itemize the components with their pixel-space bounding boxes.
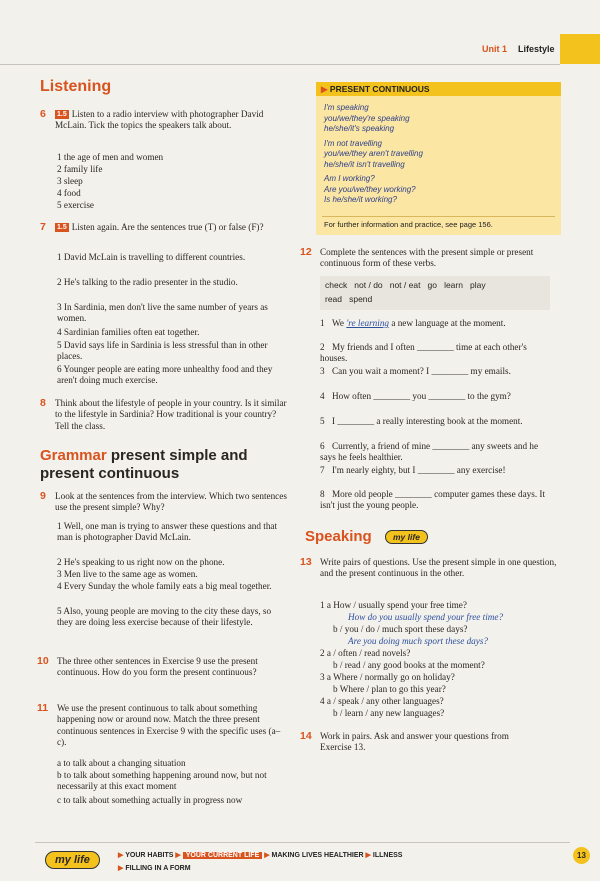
- unit-number: Unit 1: [482, 44, 508, 54]
- ex9-item: 4 Every Sunday the whole family eats a big meal together.: [57, 581, 272, 591]
- grammar-box: [316, 82, 561, 235]
- arrow-icon: ▶: [264, 852, 270, 859]
- footer-nav-item[interactable]: YOUR HABITS: [125, 852, 174, 859]
- ex13-item: 4 a / speak / any other languages?: [320, 696, 444, 706]
- ex6-item: 5 exercise: [57, 200, 94, 210]
- ex6-number: 6: [40, 108, 46, 120]
- ex6-item: 3 sleep: [57, 176, 83, 186]
- ex14-number: 14: [300, 730, 312, 742]
- arrow-icon: ▶: [321, 84, 328, 94]
- arrow-icon: ▶: [365, 852, 371, 859]
- footer-rule: [35, 842, 570, 843]
- ex11-item: b to talk about something happening around now, but not necessarily at this exact moment: [57, 770, 267, 792]
- ex12-number: 12: [300, 246, 312, 258]
- ex9-instruction: Look at the sentences from the interview. Which two sentences use the present simple? Why?: [55, 491, 287, 513]
- ex12-item: 4 How often ________ you ________ to the gym?: [320, 391, 511, 401]
- footer-nav: [118, 851, 402, 859]
- verb-list: check not / do not / eat go learn play: [325, 280, 486, 290]
- ex12-item: 5 I ________ a really interesting book at the moment.: [320, 416, 523, 426]
- page-number: 13: [573, 847, 590, 864]
- ex9-item: 3 Men live to the same age as women.: [57, 569, 198, 579]
- ex8-number: 8: [40, 397, 46, 409]
- ex9-item: 1 Well, one man is trying to answer these questions and that man is photographer David McLain.: [57, 521, 278, 543]
- footer-nav-item[interactable]: FILLING IN A FORM: [125, 865, 191, 872]
- ex13-item: b Where / plan to go this year?: [333, 684, 446, 694]
- ex13-item: b / learn / any new languages?: [333, 708, 445, 718]
- ex13-item: 3 a Where / normally go on holiday?: [320, 672, 455, 682]
- ex7-item: 3 In Sardinia, men don't live the same number of years as women.: [57, 302, 268, 324]
- example-answer: 're learning: [346, 318, 390, 328]
- ex6-item: 4 food: [57, 188, 81, 198]
- grammar-box-reference: For further information and practice, see page 156.: [324, 220, 493, 229]
- ex7-item: 2 He's talking to the radio presenter in the studio.: [57, 277, 238, 287]
- listening-heading: Listening: [40, 78, 112, 95]
- ex13-item: 1 a How / usually spend your free time?: [320, 600, 467, 610]
- ex6-instruction: 1.5 Listen to a radio interview with photographer David McLain. Tick the topics the speakers talk about.: [55, 109, 264, 131]
- ex6-item: 2 family life: [57, 164, 103, 174]
- ex7-item: 1 David McLain is travelling to different countries.: [57, 252, 246, 262]
- ex12-item: 1 We 're learning a new language at the moment.: [320, 318, 506, 328]
- ex12-instruction: Complete the sentences with the present simple or present continuous form of these verbs.: [320, 247, 534, 269]
- ex8-instruction: Think about the lifestyle of people in your country. Is it similar to the lifestyle in Sardinia? How traditional is your country? Tell the class.: [55, 398, 287, 431]
- verb-list: read spend: [325, 294, 373, 304]
- arrow-icon: ▶: [118, 852, 124, 859]
- grammar-box-forms: I'm speaking you/we/they're speaking he/she/it's speaking I'm not travelling you/we/they aren't travelling he/she/it isn't travelling Am I working? Are you/we/they working? Is he/she/it working?: [324, 103, 423, 204]
- ex9-number: 9: [40, 490, 46, 502]
- grammar-box-title: ▶ PRESENT CONTINUOUS: [321, 84, 430, 94]
- footer-nav-second-line: [118, 864, 191, 872]
- ex14-instruction: Work in pairs. Ask and answer your questions from Exercise 13.: [320, 731, 509, 753]
- ex7-item: 4 Sardinian families often eat together.: [57, 327, 200, 337]
- unit-header: [0, 36, 600, 64]
- ex11-item: a to talk about a changing situation: [57, 758, 186, 768]
- ex13-item: b / read / any good books at the moment?: [333, 660, 485, 670]
- ex10-instruction: The three other sentences in Exercise 9 use the present continuous. How do you form the present continuous?: [57, 656, 258, 678]
- ex13-model-answer: Are you doing much sport these days?: [348, 636, 489, 646]
- grammar-heading: Grammar present simple and present continuous: [40, 447, 248, 482]
- ex7-number: 7: [40, 221, 46, 233]
- ex7-instruction: 1.5 Listen again. Are the sentences true (T) or false (F)?: [57, 222, 264, 232]
- my-life-badge: my life: [385, 530, 428, 544]
- speaking-heading: Speaking: [305, 528, 372, 545]
- arrow-icon: ▶: [175, 852, 181, 859]
- ex9-item: 2 He's speaking to us right now on the phone.: [57, 557, 225, 567]
- ex13-number: 13: [300, 556, 312, 568]
- ex13-instruction: Write pairs of questions. Use the present simple in one question, and the present continuous in the other.: [320, 557, 557, 579]
- ex13-item: b / you / do / much sport these days?: [333, 624, 468, 634]
- ex11-number: 11: [37, 702, 49, 714]
- ex11-instruction: We use the present continuous to talk about something happening now or around now. Match the three present continuous sentences in Exercise 9 with the specific uses (a–c).: [57, 703, 281, 748]
- footer-nav-item[interactable]: MAKING LIVES HEALTHIER: [271, 852, 364, 859]
- ex13-model-answer: How do you usually spend your free time?: [348, 612, 504, 622]
- audio-track-icon[interactable]: 1.5: [57, 111, 67, 118]
- ex9-item: 5 Also, young people are moving to the city these days, so they are doing less exercise because of their lifestyle.: [57, 606, 272, 628]
- ex12-item: 2 My friends and I often ________ time at each other's houses.: [320, 342, 527, 364]
- ex13-item: 2 a / often / read novels?: [320, 648, 411, 658]
- ex10-number: 10: [37, 655, 49, 667]
- ex12-item: 3 Can you wait a moment? I ________ my emails.: [320, 366, 511, 376]
- footer-my-life-badge: my life: [45, 851, 100, 869]
- ex12-item: 8 More old people ________ computer games these days. It isn't just the young people.: [320, 489, 546, 511]
- unit-tab: [560, 34, 600, 64]
- verb-box: [320, 276, 550, 310]
- ex6-item: 1 the age of men and women: [57, 152, 164, 162]
- audio-track-icon[interactable]: 1.5: [57, 224, 67, 231]
- arrow-icon: ▶: [118, 865, 124, 872]
- footer-nav-item-current[interactable]: YOUR CURRENT LIFE: [183, 852, 263, 859]
- ex11-item: c to talk about something actually in progress now: [57, 795, 243, 805]
- ex7-item: 5 David says life in Sardinia is less stressful than in other places.: [57, 340, 268, 362]
- ex7-item: 6 Younger people are eating more unhealthy food and they aren't doing much exercise.: [57, 364, 273, 386]
- footer-nav-item[interactable]: ILLNESS: [372, 852, 403, 859]
- unit-title: Lifestyle: [518, 44, 555, 54]
- ex12-item: 7 I'm nearly eighty, but I ________ any exercise!: [320, 465, 506, 475]
- ex12-item: 6 Currently, a friend of mine ________ any sweets and he says he feels healthier.: [320, 441, 539, 463]
